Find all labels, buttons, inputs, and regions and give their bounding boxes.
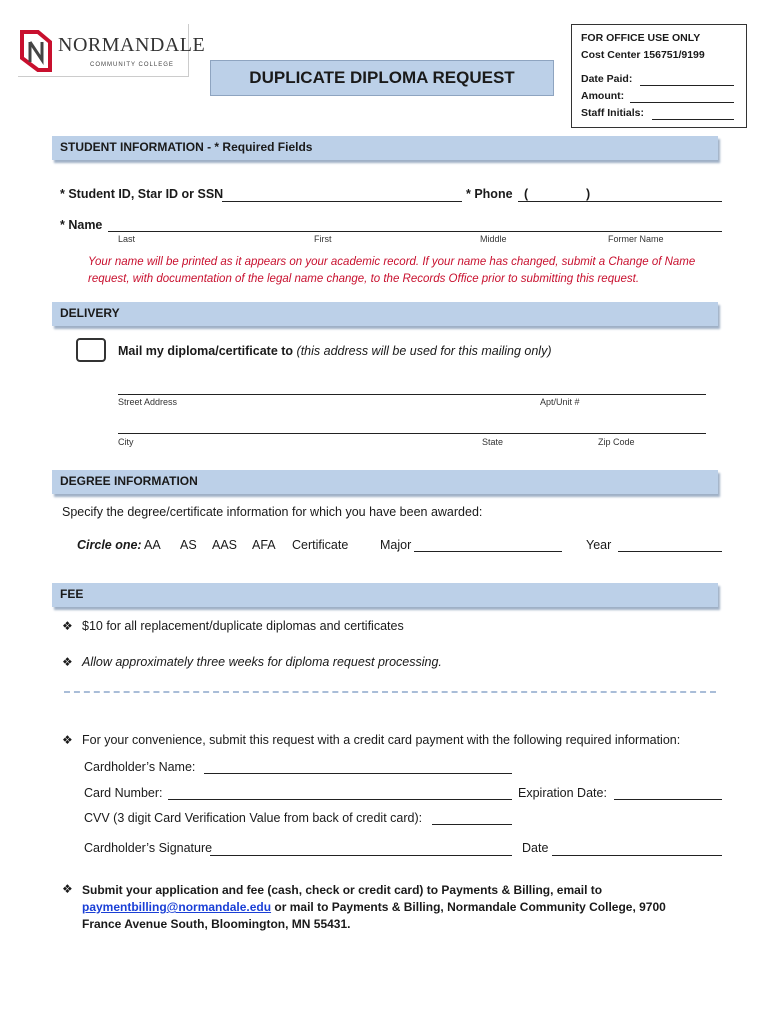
city-label: City [118,437,134,447]
name-sub-middle: Middle [480,234,507,244]
cardholder-name-field[interactable] [204,773,512,774]
bullet-icon: ❖ [62,733,73,747]
zip-label: Zip Code [598,437,635,447]
credit-card-note: For your convenience, submit this request with a credit card payment with the following required information: [82,733,681,747]
degree-option-certificate[interactable]: Certificate [292,538,349,552]
delivery-header: DELIVERY [52,302,718,326]
logo-mark-icon [18,28,54,74]
bullet-icon: ❖ [62,882,73,896]
city-state-zip-field[interactable] [118,433,706,434]
bullet-icon: ❖ [62,619,73,633]
degree-option-aas[interactable]: AAS [212,538,238,552]
major-label: Major [380,538,412,552]
cvv-field[interactable] [432,824,512,825]
degree-option-aa[interactable]: AA [144,538,161,552]
apt-label: Apt/Unit # [540,397,580,407]
logo-subtitle: COMMUNITY COLLEGE [90,62,174,68]
billing-email-link[interactable]: paymentbilling@normandale.edu [82,900,272,914]
street-address-field[interactable] [118,394,706,395]
degree-option-afa[interactable]: AFA [252,538,276,552]
staff-initials-label: Staff Initials: [581,107,645,119]
office-heading: FOR OFFICE USE ONLY [581,32,701,44]
name-field[interactable] [108,231,722,232]
street-address-label: Street Address [118,397,178,407]
submit-instructions [82,882,722,933]
circle-one-label: Circle one: [77,538,142,552]
college-logo [18,24,206,77]
phone-close-paren: ) [586,187,591,201]
date-field[interactable] [552,855,722,856]
phone-open-paren: ( [524,187,529,201]
signature-label: Cardholder’s Signature [84,841,213,855]
mail-option [118,344,552,358]
mail-label: Mail my diploma/certificate to [118,344,294,358]
degree-specify: Specify the degree/certificate information for which you have been awarded: [62,505,483,519]
expiration-field[interactable] [614,799,722,800]
student-info-header: STUDENT INFORMATION - * Required Fields [52,136,718,160]
name-label: * Name [60,218,103,232]
fee-header: FEE [52,583,718,607]
signature-field[interactable] [210,855,512,856]
amount-label: Amount: [581,90,625,102]
date-paid-label: Date Paid: [581,73,633,85]
student-id-label: * Student ID, Star ID or SSN [60,187,224,201]
phone-field[interactable] [518,201,722,202]
mail-checkbox[interactable] [76,338,106,362]
submit-line-3: France Avenue South, Bloomington, MN 55431. [82,917,351,931]
logo-name: NORMANDALE [58,34,206,56]
bullet-icon: ❖ [62,655,73,669]
phone-label: * Phone [466,187,513,201]
expiration-label: Expiration Date: [518,786,607,800]
card-number-label: Card Number: [84,786,163,800]
degree-option-as[interactable]: AS [180,538,197,552]
card-number-field[interactable] [168,799,512,800]
degree-info-header: DEGREE INFORMATION [52,470,718,494]
date-label: Date [522,841,549,855]
section-divider [64,691,716,693]
major-field[interactable] [414,551,562,552]
cost-center: Cost Center 156751/9199 [581,49,705,61]
fee-item-processing: Allow approximately three weeks for diploma request processing. [82,655,442,669]
name-change-note: Your name will be printed as it appears on your academic record. If your name has changed, submit a Change of Name request, with documentation of the legal name change, to the Records Office prior to submitting this request. [88,256,696,285]
name-sub-first: First [314,234,332,244]
state-label: State [482,437,504,447]
name-sub-last: Last [118,234,136,244]
year-label: Year [586,538,612,552]
cvv-label: CVV (3 digit Card Verification Value from back of credit card): [84,811,423,825]
submit-line-2: paymentbilling@normandale.edu or mail to Payments & Billing, Normandale Community College, 9700 [82,900,666,914]
name-sub-former: Former Name [608,234,664,244]
cardholder-name-label: Cardholder’s Name: [84,760,196,774]
submit-line-1: Submit your application and fee (cash, check or credit card) to Payments & Billing, email to [82,883,603,897]
office-use-box [571,24,747,128]
mail-note: (this address will be used for this mailing only) [296,344,552,358]
student-id-field[interactable] [222,201,462,202]
fee-item-amount: $10 for all replacement/duplicate diplomas and certificates [82,619,404,633]
page-title-text: DUPLICATE DIPLOMA REQUEST [249,68,515,87]
year-field[interactable] [618,551,722,552]
